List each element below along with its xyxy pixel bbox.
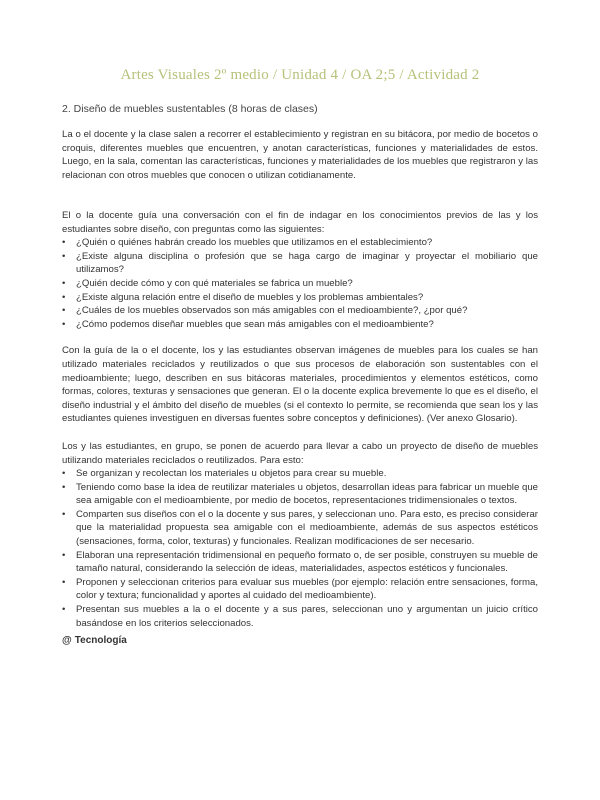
section-heading: 2. Diseño de muebles sustentables (8 horas de clases) xyxy=(62,103,318,115)
list-item: • ¿Existe alguna disciplina o profesión que se haga cargo de imaginar y proyectar el mobiliario que utilizamos? xyxy=(62,250,538,276)
list-item: • Comparten sus diseños con el o la docente y sus pares, y seleccionan uno. Para esto, es preciso considerar que la materialidad propuesta sea amigable con el medioambiente, además de sus aspectos estéticos (sensaciones, forma, color, texturas) y funcionales. Realizan modificaciones de ser necesario. xyxy=(62,508,538,548)
document-body xyxy=(62,128,538,648)
paragraph-conversation: El o la docente guía una conversación con el fin de indagar en los conocimientos previos de las y los estudiantes sobre diseño, con preguntas como las siguientes: xyxy=(62,210,538,235)
list-item: • ¿Existe alguna relación entre el diseño de muebles y los problemas ambientales? xyxy=(62,291,424,303)
bullet-icon: • xyxy=(62,549,66,561)
technology-note xyxy=(62,634,538,648)
bullet-icon: • xyxy=(62,468,66,480)
bullet-icon: • xyxy=(62,250,66,262)
bullet-icon: • xyxy=(62,576,66,588)
list-item: • Proponen y seleccionan criterios para evaluar sus muebles (por ejemplo: relación entre sensaciones, forma, color y textura; funcionalidad y aportes al cuidado del medioambiente). xyxy=(62,576,538,602)
list-item: • ¿Cuáles de los muebles observados son más amigables con el medioambiente?, ¿por qué? xyxy=(62,305,468,317)
bullet-icon: • xyxy=(62,604,66,616)
paragraph-project: Los y las estudiantes, en grupo, se ponen de acuerdo para llevar a cabo un proyecto de diseño de muebles utilizando materiales reciclados o reutilizados. Para esto: xyxy=(62,440,538,466)
bullet-icon: • xyxy=(62,508,66,520)
page-title: Artes Visuales 2º medio / Unidad 4 / OA 2;5 / Actividad 2 xyxy=(120,67,480,83)
bullet-icon: • xyxy=(62,291,66,303)
bullet-icon: • xyxy=(62,237,66,249)
step-list xyxy=(62,467,538,630)
question-list xyxy=(62,236,538,331)
bullet-icon: • xyxy=(62,481,66,493)
bullet-icon: • xyxy=(62,277,66,289)
paragraph-observation: Con la guía de la o el docente, los y las estudiantes observan imágenes de muebles para los cuales se han utilizado materiales reciclados y reutilizados o que sus procesos de elaboración son sustentables con el medioambiente; luego, describen en sus bitácoras materiales, procedimientos y elementos estéticos, como formas, colores, texturas y sensaciones que generan. El o la docente explica brevemente lo que es el diseño, el diseño industrial y el ámbito del diseño de muebles (si el contexto lo permite, se recomienda que sean los y las estudiantes quienes investiguen en diversas fuentes sobre conceptos y definiciones). (Ver anexo Glosario). xyxy=(62,345,538,425)
list-item: • ¿Quién decide cómo y con qué materiales se fabrica un mueble? xyxy=(62,277,353,289)
list-item: • Teniendo como base la idea de reutilizar materiales u objetos, desarrollan ideas para fabricar un mueble que sea amigable con el medioambiente, por medio de bocetos, representaciones tridimensionales o textos. xyxy=(62,481,538,507)
list-item: • Presentan sus muebles a la o el docente y a sus pares, seleccionan uno y argumentan un juicio crítico basándose en los criterios seleccionados. xyxy=(62,604,538,629)
paragraph-intro: La o el docente y la clase salen a recorrer el establecimiento y registran en su bitácora, por medio de bocetos o croquis, diferentes muebles que encuentren, y anotan características, funciones y materialidades de estos. Luego, en la sala, comentan las características, funciones y materialidades de los muebles que registraron y las relacionan con otros muebles que conocen o utilizan cotidianamente. xyxy=(62,129,538,181)
list-item: • Se organizan y recolectan los materiales u objetos para crear su mueble. xyxy=(62,468,387,480)
bullet-icon: • xyxy=(62,305,66,317)
list-item: • ¿Quién o quiénes habrán creado los muebles que utilizamos en el establecimiento? xyxy=(62,237,433,249)
list-item: • Elaboran una representación tridimensional en pequeño formato o, de ser posible, construyen su mueble de tamaño natural, considerando la selección de ideas, materialidades, aspectos estéticos y funcionales. xyxy=(62,549,538,575)
list-item: • ¿Cómo podemos diseñar muebles que sean más amigables con el medioambiente? xyxy=(62,318,434,330)
bullet-icon: • xyxy=(62,318,66,330)
technology-label: Tecnología xyxy=(74,635,127,647)
at-icon: @ xyxy=(62,635,72,647)
